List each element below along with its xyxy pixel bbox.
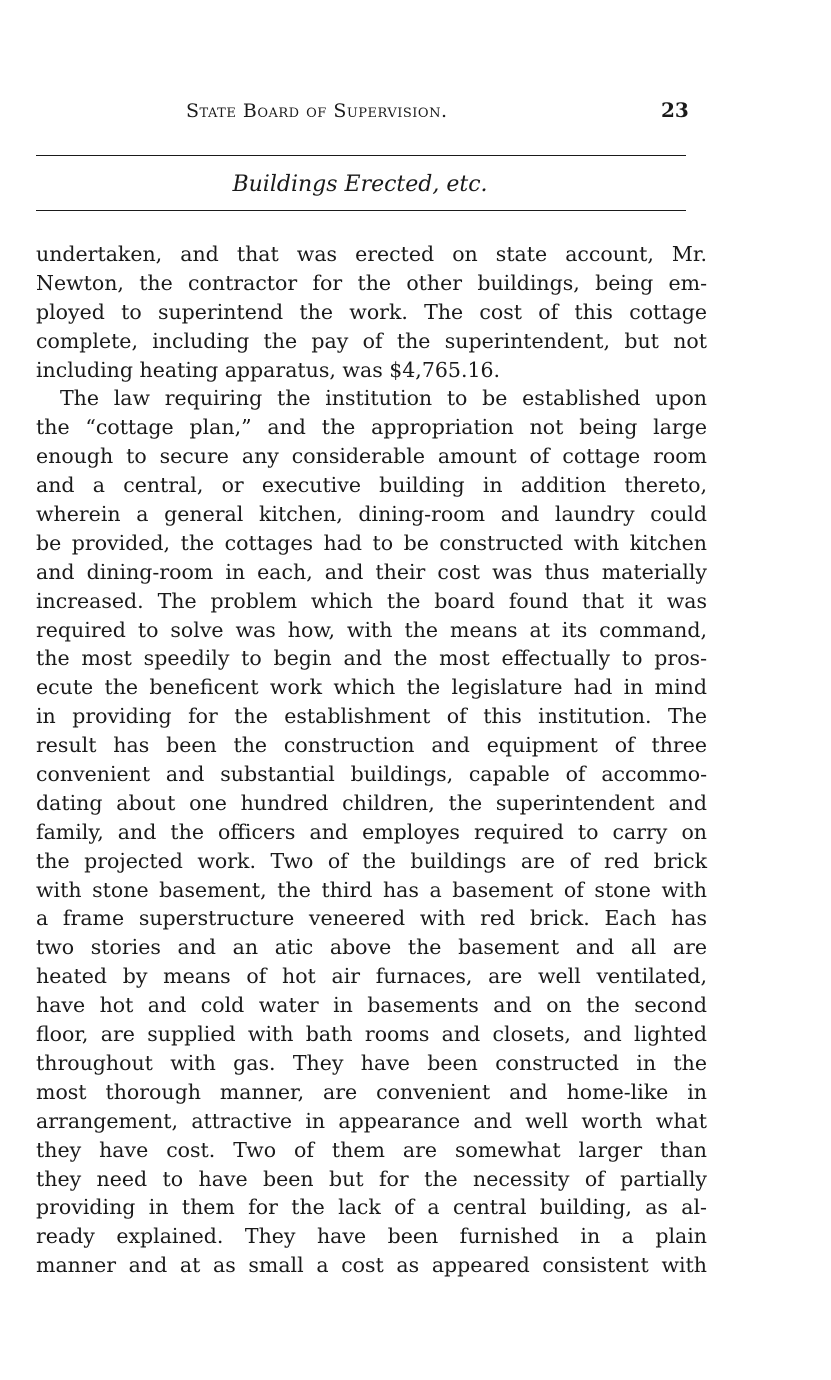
running-head xyxy=(0,100,831,132)
text-line: in providing for the establishment of this institution. The xyxy=(36,704,707,729)
running-title: State Board of Supervision. xyxy=(186,100,448,122)
text-line: complete, including the pay of the superintendent, but not xyxy=(36,328,707,353)
text-line: heated by means of hot air furnaces, are well ventilated, xyxy=(36,964,707,989)
text-line: the most speedily to begin and the most effectually to pros- xyxy=(36,646,707,671)
text-line: family, and the officers and employes required to carry on xyxy=(36,819,707,844)
text-line: they have cost. Two of them are somewhat larger than xyxy=(36,1137,707,1162)
text-line: ready explained. They have been furnished in a plain xyxy=(36,1224,707,1249)
text-line: the “cottage plan,” and the appropriation not being large xyxy=(36,415,707,440)
text-line: and a central, or executive building in addition thereto, xyxy=(36,473,707,498)
text-line: they need to have been but for the necessity of partially xyxy=(36,1166,707,1191)
text-line: Newton, the contractor for the other buildings, being em- xyxy=(36,270,707,295)
text-line: arrangement, attractive in appearance and well worth what xyxy=(36,1108,707,1133)
text-line: undertaken, and that was erected on state account, Mr. xyxy=(36,242,707,266)
text-line: and dining-room in each, and their cost was thus materially xyxy=(36,559,707,584)
text-line: dating about one hundred children, the superintendent and xyxy=(36,790,707,815)
text-line: The law requiring the institution to be established upon xyxy=(60,386,707,411)
header-rule-bottom xyxy=(36,210,686,211)
text-line: ployed to superintend the work. The cost of this cottage xyxy=(36,299,707,324)
text-line: increased. The problem which the board found that it was xyxy=(36,588,707,613)
text-line: have hot and cold water in basements and on the second xyxy=(36,993,707,1018)
text-line: providing in them for the lack of a central building, as al- xyxy=(36,1195,707,1220)
text-line: enough to secure any considerable amount of cottage room xyxy=(36,444,707,469)
text-line: convenient and substantial buildings, capable of accommo- xyxy=(36,762,707,787)
section-heading: Buildings Erected, etc. xyxy=(232,172,488,197)
text-line: floor, are supplied with bath rooms and closets, and lighted xyxy=(36,1022,707,1047)
text-line: a frame superstructure veneered with red brick. Each has xyxy=(36,906,707,931)
text-line: manner and at as small a cost as appeared consistent with xyxy=(36,1253,707,1278)
text-line: required to solve was how, with the means at its command, xyxy=(36,617,707,642)
header-rule-top xyxy=(36,155,686,156)
text-line: throughout with gas. They have been constructed in the xyxy=(36,1050,707,1075)
text-line: most thorough manner, are convenient and home-like in xyxy=(36,1079,707,1104)
text-line: including heating apparatus, was $4,765.16. xyxy=(36,357,501,382)
text-line: two stories and an atic above the basement and all are xyxy=(36,935,707,960)
text-line: be provided, the cottages had to be constructed with kitchen xyxy=(36,530,707,555)
text-line: the projected work. Two of the buildings are of red brick xyxy=(36,848,707,873)
text-line: wherein a general kitchen, dining-room and laundry could xyxy=(36,502,707,527)
body-text xyxy=(36,240,707,1280)
page-number: 23 xyxy=(661,98,689,122)
text-line: with stone basement, the third has a basement of stone with xyxy=(36,877,707,902)
text-line: result has been the construction and equipment of three xyxy=(36,733,707,758)
text-line: ecute the beneficent work which the legislature had in mind xyxy=(36,675,707,700)
